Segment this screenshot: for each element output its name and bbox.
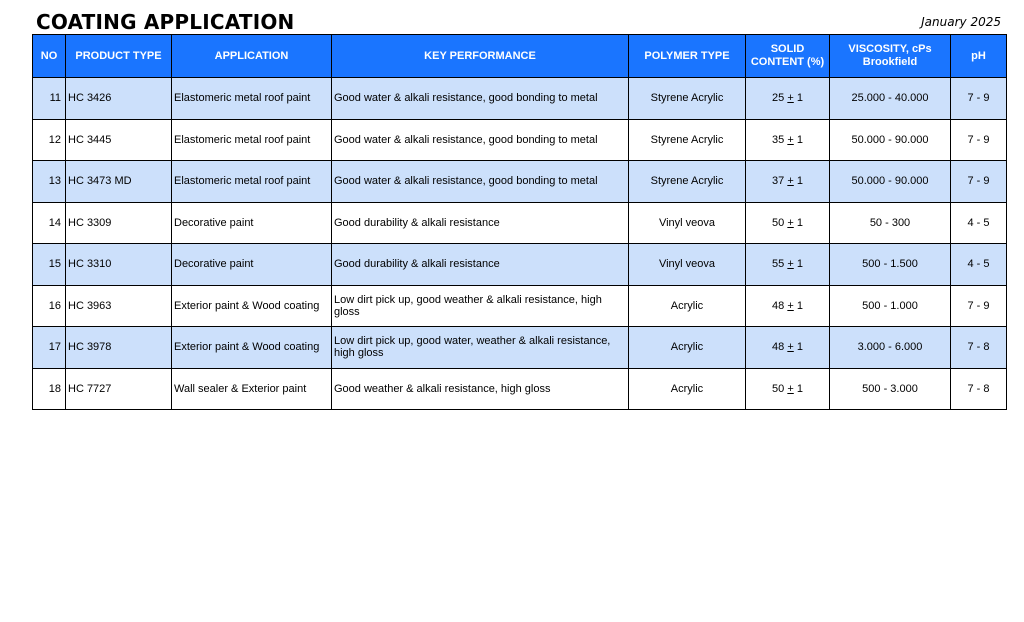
coating-table bbox=[32, 34, 1007, 410]
cell-application: Elastomeric metal roof paint bbox=[172, 161, 332, 203]
header-no: NO bbox=[33, 35, 66, 78]
cell-solid-content: 37 + 1 bbox=[746, 161, 830, 203]
cell-ph: 7 - 8 bbox=[951, 368, 1007, 410]
cell-viscosity: 50.000 - 90.000 bbox=[830, 161, 951, 203]
cell-polymer-type: Styrene Acrylic bbox=[629, 78, 746, 120]
cell-no: 12 bbox=[33, 119, 66, 161]
cell-ph: 7 - 9 bbox=[951, 78, 1007, 120]
cell-polymer-type: Acrylic bbox=[629, 327, 746, 369]
cell-application: Exterior paint & Wood coating bbox=[172, 327, 332, 369]
cell-viscosity: 500 - 1.500 bbox=[830, 244, 951, 286]
cell-key-performance: Good durability & alkali resistance bbox=[332, 202, 629, 244]
cell-polymer-type: Acrylic bbox=[629, 368, 746, 410]
plus-minus-symbol: + bbox=[787, 133, 794, 146]
cell-key-performance: Low dirt pick up, good weather & alkali resistance, high gloss bbox=[332, 285, 629, 327]
cell-no: 13 bbox=[33, 161, 66, 203]
cell-viscosity: 500 - 1.000 bbox=[830, 285, 951, 327]
table-row bbox=[33, 119, 1007, 161]
cell-viscosity: 3.000 - 6.000 bbox=[830, 327, 951, 369]
cell-application: Elastomeric metal roof paint bbox=[172, 119, 332, 161]
cell-ph: 7 - 9 bbox=[951, 161, 1007, 203]
cell-ph: 7 - 8 bbox=[951, 327, 1007, 369]
plus-minus-symbol: + bbox=[787, 216, 794, 229]
plus-minus-symbol: + bbox=[787, 341, 794, 354]
cell-key-performance: Good water & alkali resistance, good bonding to metal bbox=[332, 78, 629, 120]
cell-key-performance: Good weather & alkali resistance, high gloss bbox=[332, 368, 629, 410]
cell-application: Exterior paint & Wood coating bbox=[172, 285, 332, 327]
table-row bbox=[33, 161, 1007, 203]
table-row bbox=[33, 244, 1007, 286]
table-row bbox=[33, 78, 1007, 120]
cell-application: Elastomeric metal roof paint bbox=[172, 78, 332, 120]
cell-no: 15 bbox=[33, 244, 66, 286]
cell-key-performance: Good water & alkali resistance, good bonding to metal bbox=[332, 119, 629, 161]
cell-application: Decorative paint bbox=[172, 202, 332, 244]
cell-product-type: HC 3426 bbox=[66, 78, 172, 120]
cell-product-type: HC 3445 bbox=[66, 119, 172, 161]
cell-viscosity: 50.000 - 90.000 bbox=[830, 119, 951, 161]
cell-solid-content: 50 + 1 bbox=[746, 368, 830, 410]
plus-minus-symbol: + bbox=[787, 382, 794, 395]
cell-viscosity: 500 - 3.000 bbox=[830, 368, 951, 410]
cell-key-performance: Low dirt pick up, good water, weather & alkali resistance, high gloss bbox=[332, 327, 629, 369]
header-product-type: PRODUCT TYPE bbox=[66, 35, 172, 78]
cell-polymer-type: Styrene Acrylic bbox=[629, 119, 746, 161]
cell-polymer-type: Vinyl veova bbox=[629, 202, 746, 244]
cell-no: 17 bbox=[33, 327, 66, 369]
header-ph: pH bbox=[951, 35, 1007, 78]
cell-no: 11 bbox=[33, 78, 66, 120]
header-row bbox=[33, 35, 1007, 78]
cell-ph: 4 - 5 bbox=[951, 202, 1007, 244]
cell-product-type: HC 3473 MD bbox=[66, 161, 172, 203]
header-viscosity: VISCOSITY, cPs Brookfield bbox=[830, 35, 951, 78]
cell-application: Decorative paint bbox=[172, 244, 332, 286]
cell-solid-content: 50 + 1 bbox=[746, 202, 830, 244]
cell-ph: 7 - 9 bbox=[951, 119, 1007, 161]
cell-product-type: HC 3978 bbox=[66, 327, 172, 369]
cell-viscosity: 50 - 300 bbox=[830, 202, 951, 244]
date-label: January 2025 bbox=[921, 15, 1001, 29]
cell-polymer-type: Acrylic bbox=[629, 285, 746, 327]
table-row bbox=[33, 368, 1007, 410]
header-application: APPLICATION bbox=[172, 35, 332, 78]
cell-solid-content: 48 + 1 bbox=[746, 327, 830, 369]
cell-solid-content: 35 + 1 bbox=[746, 119, 830, 161]
header-polymer-type: POLYMER TYPE bbox=[629, 35, 746, 78]
cell-no: 14 bbox=[33, 202, 66, 244]
plus-minus-symbol: + bbox=[787, 258, 794, 271]
cell-product-type: HC 3310 bbox=[66, 244, 172, 286]
header-solid-content: SOLID CONTENT (%) bbox=[746, 35, 830, 78]
cell-polymer-type: Styrene Acrylic bbox=[629, 161, 746, 203]
header-key-performance: KEY PERFORMANCE bbox=[332, 35, 629, 78]
table-row bbox=[33, 285, 1007, 327]
cell-viscosity: 25.000 - 40.000 bbox=[830, 78, 951, 120]
cell-polymer-type: Vinyl veova bbox=[629, 244, 746, 286]
cell-product-type: HC 3963 bbox=[66, 285, 172, 327]
plus-minus-symbol: + bbox=[787, 92, 794, 105]
table-body bbox=[33, 78, 1007, 410]
cell-application: Wall sealer & Exterior paint bbox=[172, 368, 332, 410]
cell-no: 18 bbox=[33, 368, 66, 410]
table-row bbox=[33, 202, 1007, 244]
cell-key-performance: Good durability & alkali resistance bbox=[332, 244, 629, 286]
page-title: COATING APPLICATION bbox=[36, 10, 295, 34]
cell-product-type: HC 7727 bbox=[66, 368, 172, 410]
plus-minus-symbol: + bbox=[787, 175, 794, 188]
plus-minus-symbol: + bbox=[787, 299, 794, 312]
table-row bbox=[33, 327, 1007, 369]
cell-ph: 4 - 5 bbox=[951, 244, 1007, 286]
cell-solid-content: 55 + 1 bbox=[746, 244, 830, 286]
cell-solid-content: 25 + 1 bbox=[746, 78, 830, 120]
cell-key-performance: Good water & alkali resistance, good bonding to metal bbox=[332, 161, 629, 203]
cell-no: 16 bbox=[33, 285, 66, 327]
cell-ph: 7 - 9 bbox=[951, 285, 1007, 327]
cell-product-type: HC 3309 bbox=[66, 202, 172, 244]
cell-solid-content: 48 + 1 bbox=[746, 285, 830, 327]
